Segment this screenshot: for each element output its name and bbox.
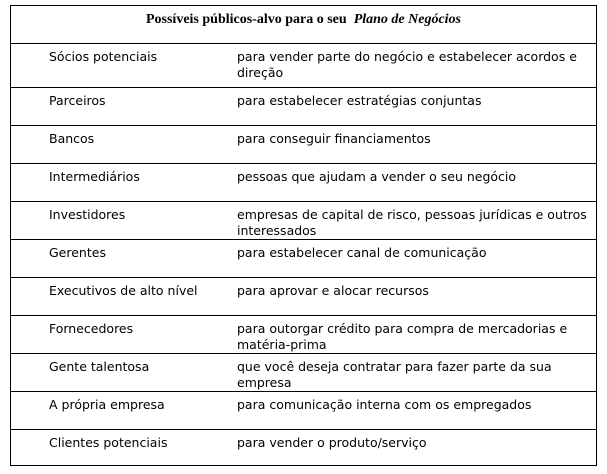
- audience-cell: Gente talentosa: [49, 359, 150, 374]
- table-title-text: Possíveis públicos-alvo para o seu: [145, 12, 347, 27]
- audience-cell: Gerentes: [49, 245, 106, 260]
- table-row: [11, 240, 596, 278]
- purpose-cell: para outorgar crédito para compra de mercadorias e matéria-prima: [237, 321, 568, 352]
- audience-table: [10, 5, 597, 466]
- purpose-cell: que você deseja contratar para fazer parte da sua empresa: [237, 359, 552, 390]
- table-row: [11, 88, 596, 126]
- purpose-cell: para vender parte do negócio e estabelecer acordos e direção: [237, 49, 577, 80]
- audience-cell: Bancos: [49, 131, 95, 146]
- table-title: [11, 6, 596, 44]
- audience-cell: Parceiros: [49, 93, 106, 108]
- audience-cell: Investidores: [49, 207, 126, 222]
- purpose-cell: para comunicação interna com os empregados: [237, 397, 532, 412]
- table-row: [11, 202, 596, 240]
- audience-cell: Executivos de alto nível: [49, 283, 198, 298]
- table-row: [11, 44, 596, 88]
- purpose-cell: empresas de capital de risco, pessoas jurídicas e outros interessados: [237, 207, 587, 238]
- table-title-emphasis: Plano de Negócios: [353, 12, 462, 27]
- audience-cell: Intermediários: [49, 169, 140, 184]
- table-row: [11, 164, 596, 202]
- purpose-cell: para estabelecer estratégias conjuntas: [237, 93, 482, 108]
- purpose-cell: para vender o produto/serviço: [237, 435, 427, 450]
- table-row: [11, 278, 596, 316]
- audience-cell: Clientes potenciais: [49, 435, 168, 450]
- table-row: [11, 354, 596, 392]
- table-row: [11, 316, 596, 354]
- purpose-cell: para estabelecer canal de comunicação: [237, 245, 487, 260]
- purpose-cell: para conseguir financiamentos: [237, 131, 431, 146]
- table-row: [11, 126, 596, 164]
- table-row: [11, 430, 596, 467]
- table-row: [11, 392, 596, 430]
- audience-cell: Fornecedores: [49, 321, 134, 336]
- audience-cell: A própria empresa: [49, 397, 165, 412]
- purpose-cell: para aprovar e alocar recursos: [237, 283, 429, 298]
- purpose-cell: pessoas que ajudam a vender o seu negócio: [237, 169, 517, 184]
- audience-cell: Sócios potenciais: [49, 49, 158, 64]
